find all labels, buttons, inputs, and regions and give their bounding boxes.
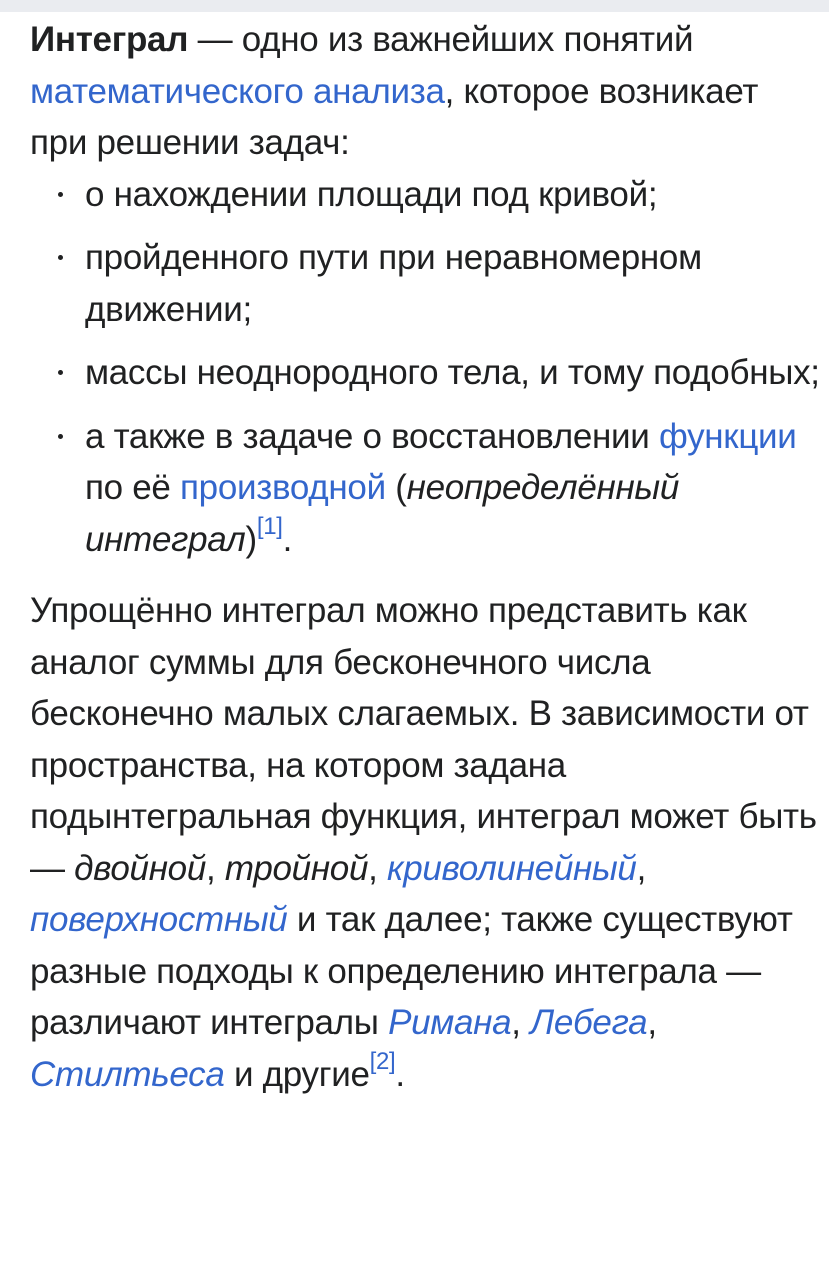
term-integral: Интеграл <box>30 20 189 59</box>
paragraph-text: Упрощённо интеграл можно представить как аналог суммы для бесконечного числа бесконечно малых слагаемых. В зависимости от пространства, на котором задана подынтегральная функция, интеграл может быть — <box>30 591 817 888</box>
separator: , <box>368 848 387 888</box>
reference-link[interactable]: [1] <box>256 512 283 540</box>
separator: , <box>206 848 225 888</box>
link-mathematical-analysis[interactable]: математического анализа <box>30 71 445 111</box>
second-paragraph <box>30 585 820 1100</box>
article-content <box>30 14 820 1100</box>
paragraph-text: . <box>395 1054 405 1094</box>
triple-integral-term: тройной <box>224 848 369 888</box>
list-item <box>85 169 820 221</box>
list-item <box>85 232 820 335</box>
link-lebesgue[interactable]: Лебега <box>530 1003 648 1042</box>
separator: , <box>511 1003 531 1042</box>
intro-text-2: , которое возникает при решении задач: <box>30 71 759 162</box>
link-derivative[interactable]: производной <box>180 468 386 507</box>
link-function[interactable]: функции <box>658 416 797 456</box>
double-integral-term: двойной <box>74 848 206 888</box>
link-stieltjes[interactable]: Стилтьеса <box>30 1054 225 1094</box>
link-riemann[interactable]: Римана <box>388 1003 512 1042</box>
list-item <box>85 411 820 566</box>
link-surface[interactable]: поверхностный <box>30 900 288 939</box>
separator: , <box>647 1003 657 1042</box>
intro-paragraph <box>30 14 820 169</box>
link-curvilinear[interactable]: криволинейный <box>386 848 637 888</box>
list-item-text: ( <box>385 468 407 507</box>
list-item <box>85 347 820 399</box>
intro-text: — одно из важнейших понятий <box>188 20 694 59</box>
indefinite-integral-term: неопределённый интеграл <box>85 468 680 559</box>
problems-list <box>30 169 820 566</box>
list-item-text: массы неоднородного тела, и тому подобных; <box>85 353 820 392</box>
list-item-text: . <box>282 519 293 559</box>
paragraph-text: и так далее; также существуют разные подходы к определению интеграла — различают интегралы <box>30 900 793 1042</box>
top-strip <box>0 0 829 12</box>
list-item-text: по её <box>85 468 180 507</box>
list-item-text: о нахождении площади под кривой; <box>85 174 658 214</box>
separator: , <box>636 848 647 888</box>
reference-link[interactable]: [2] <box>369 1047 396 1075</box>
reference-1[interactable] <box>257 513 283 540</box>
paragraph-text: и другие <box>224 1054 370 1094</box>
list-item-text: а также в задаче о восстановлении <box>85 416 659 456</box>
list-item-text: ) <box>245 519 257 559</box>
reference-2[interactable] <box>370 1048 396 1075</box>
list-item-text: пройденного пути при неравномерном движении; <box>85 238 702 329</box>
